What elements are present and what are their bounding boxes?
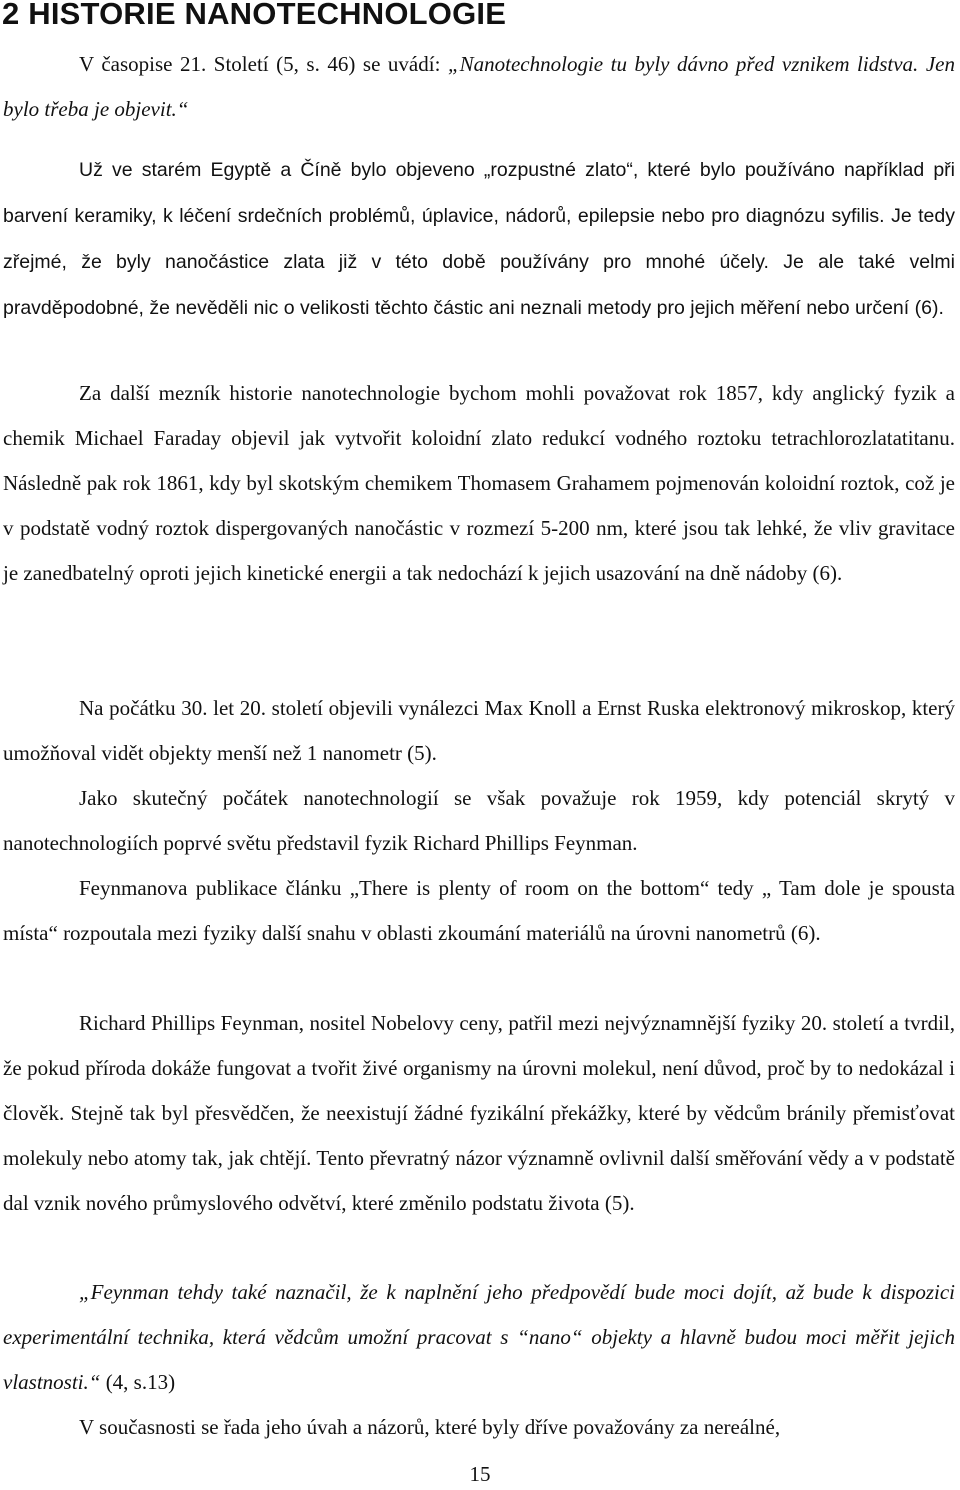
- paragraph-1: [3, 42, 955, 132]
- paragraph-2-part-1: Už ve starém Egyptě a Číně bylo objeveno „rozpustné zlato“, které bylo používáno například při barvení keramiky, k léčení srdečních problémů, úplavice, nádorů, epilepsie nebo pro diagnózu syfilis. Je tedy zřejmé, že byly nanočástice zlata již v této době používány pro mnohé účely.: [3, 159, 955, 273]
- feynman-quote-part-1: „Feynman tehdy také naznačil, že k naplnění jeho předpovědí bude moci dojít, až bude k dis: [79, 1280, 905, 1304]
- paragraph-2: [3, 147, 955, 331]
- chapter-heading: 2 HISTORIE NANOTECHNOLOGIE: [2, 0, 507, 31]
- paragraph-6: Feynmanova publikace článku „There is plenty of room on the bottom“ tedy „ Tam dole je spousta místa“ rozpoutala mezi fyziky další snahu v oblasti zkoumání materiálů na úrovni nanometrů (6).: [3, 876, 955, 945]
- feynman-quote-part-2: pozici experimentální technika, která vědcům umožní pracovat s “nano“ objekty a hlavně budou moci měřit jejich vlastnosti.“: [3, 1280, 955, 1394]
- paragraph-5: Jako skutečný počátek nanotechnologií se však považuje rok 1959, kdy potenciál skrytý v nanotechnologiích poprvé světu představil fyzik Richard Phillips Feynman.: [3, 786, 955, 855]
- paragraph-7: Richard Phillips Feynman, nositel Nobelovy ceny, patřil mezi nejvýznamnější fyziky 20. století a tvrdil, že pokud příroda dokáže fungovat a tvořit živé organismy na úrovni molekul, není důvod, proč by to nedokázal i člověk. Stejně tak byl přesvědčen, že neexistují žádné fyzikální překážky, které by vědcům bránily přemisťovat molekuly nebo atomy tak, jak chtějí. Tento převratný názor významně ovlivnil další směřování vědy a v podstatě dal vznik nového průmyslového odvětví, které změnilo podstatu života (5).: [3, 1011, 955, 1215]
- paragraph-9: V současnosti se řada jeho úvah a názorů, které byly dříve považovány za nereálné,: [79, 1415, 781, 1439]
- paragraph-1-intro: V časopise 21. Století (5, s. 46) se uvádí:: [79, 52, 448, 76]
- feynman-quote-citation: (4, s.13): [100, 1370, 176, 1394]
- paragraph-4: Na počátku 30. let 20. století objevili vynálezci Max Knoll a Ernst Ruska elektronový mikroskop, který umožňoval vidět objekty menší než 1 nanometr (5).: [3, 696, 955, 765]
- page-number: 15: [469, 1462, 491, 1486]
- paragraph-8: [3, 1270, 955, 1405]
- paragraph-2-part-2: Je ale také velmi pravděpodobné, že nevěděli nic o velikosti těchto částic ani neznali metody pro jejich měření nebo určení (6).: [3, 251, 956, 319]
- quote-nanotechnologie: „Nanotechnologie tu byly dávno před vznikem lidstva. Jen bylo třeba je objevit.“: [3, 52, 955, 121]
- paragraph-3: Za další mezník historie nanotechnologie bychom mohli považovat rok 1857, kdy anglický fyzik a chemik Michael Faraday objevil jak vytvořit koloidní zlato redukcí vodného roztoku tetrachlorozlatatitanu. Následně pak rok 1861, kdy byl skotským chemikem Thomasem Grahamem pojmenován koloidní roztok, což je v podstatě vodný roztok dispergovaných nanočástic v rozmezí 5-200 nm, které jsou tak lehké, že vliv gravitace je zanedbatelný oproti jejich kinetické energii a tak nedochází k jejich usazování na dně nádoby (6).: [3, 381, 955, 585]
